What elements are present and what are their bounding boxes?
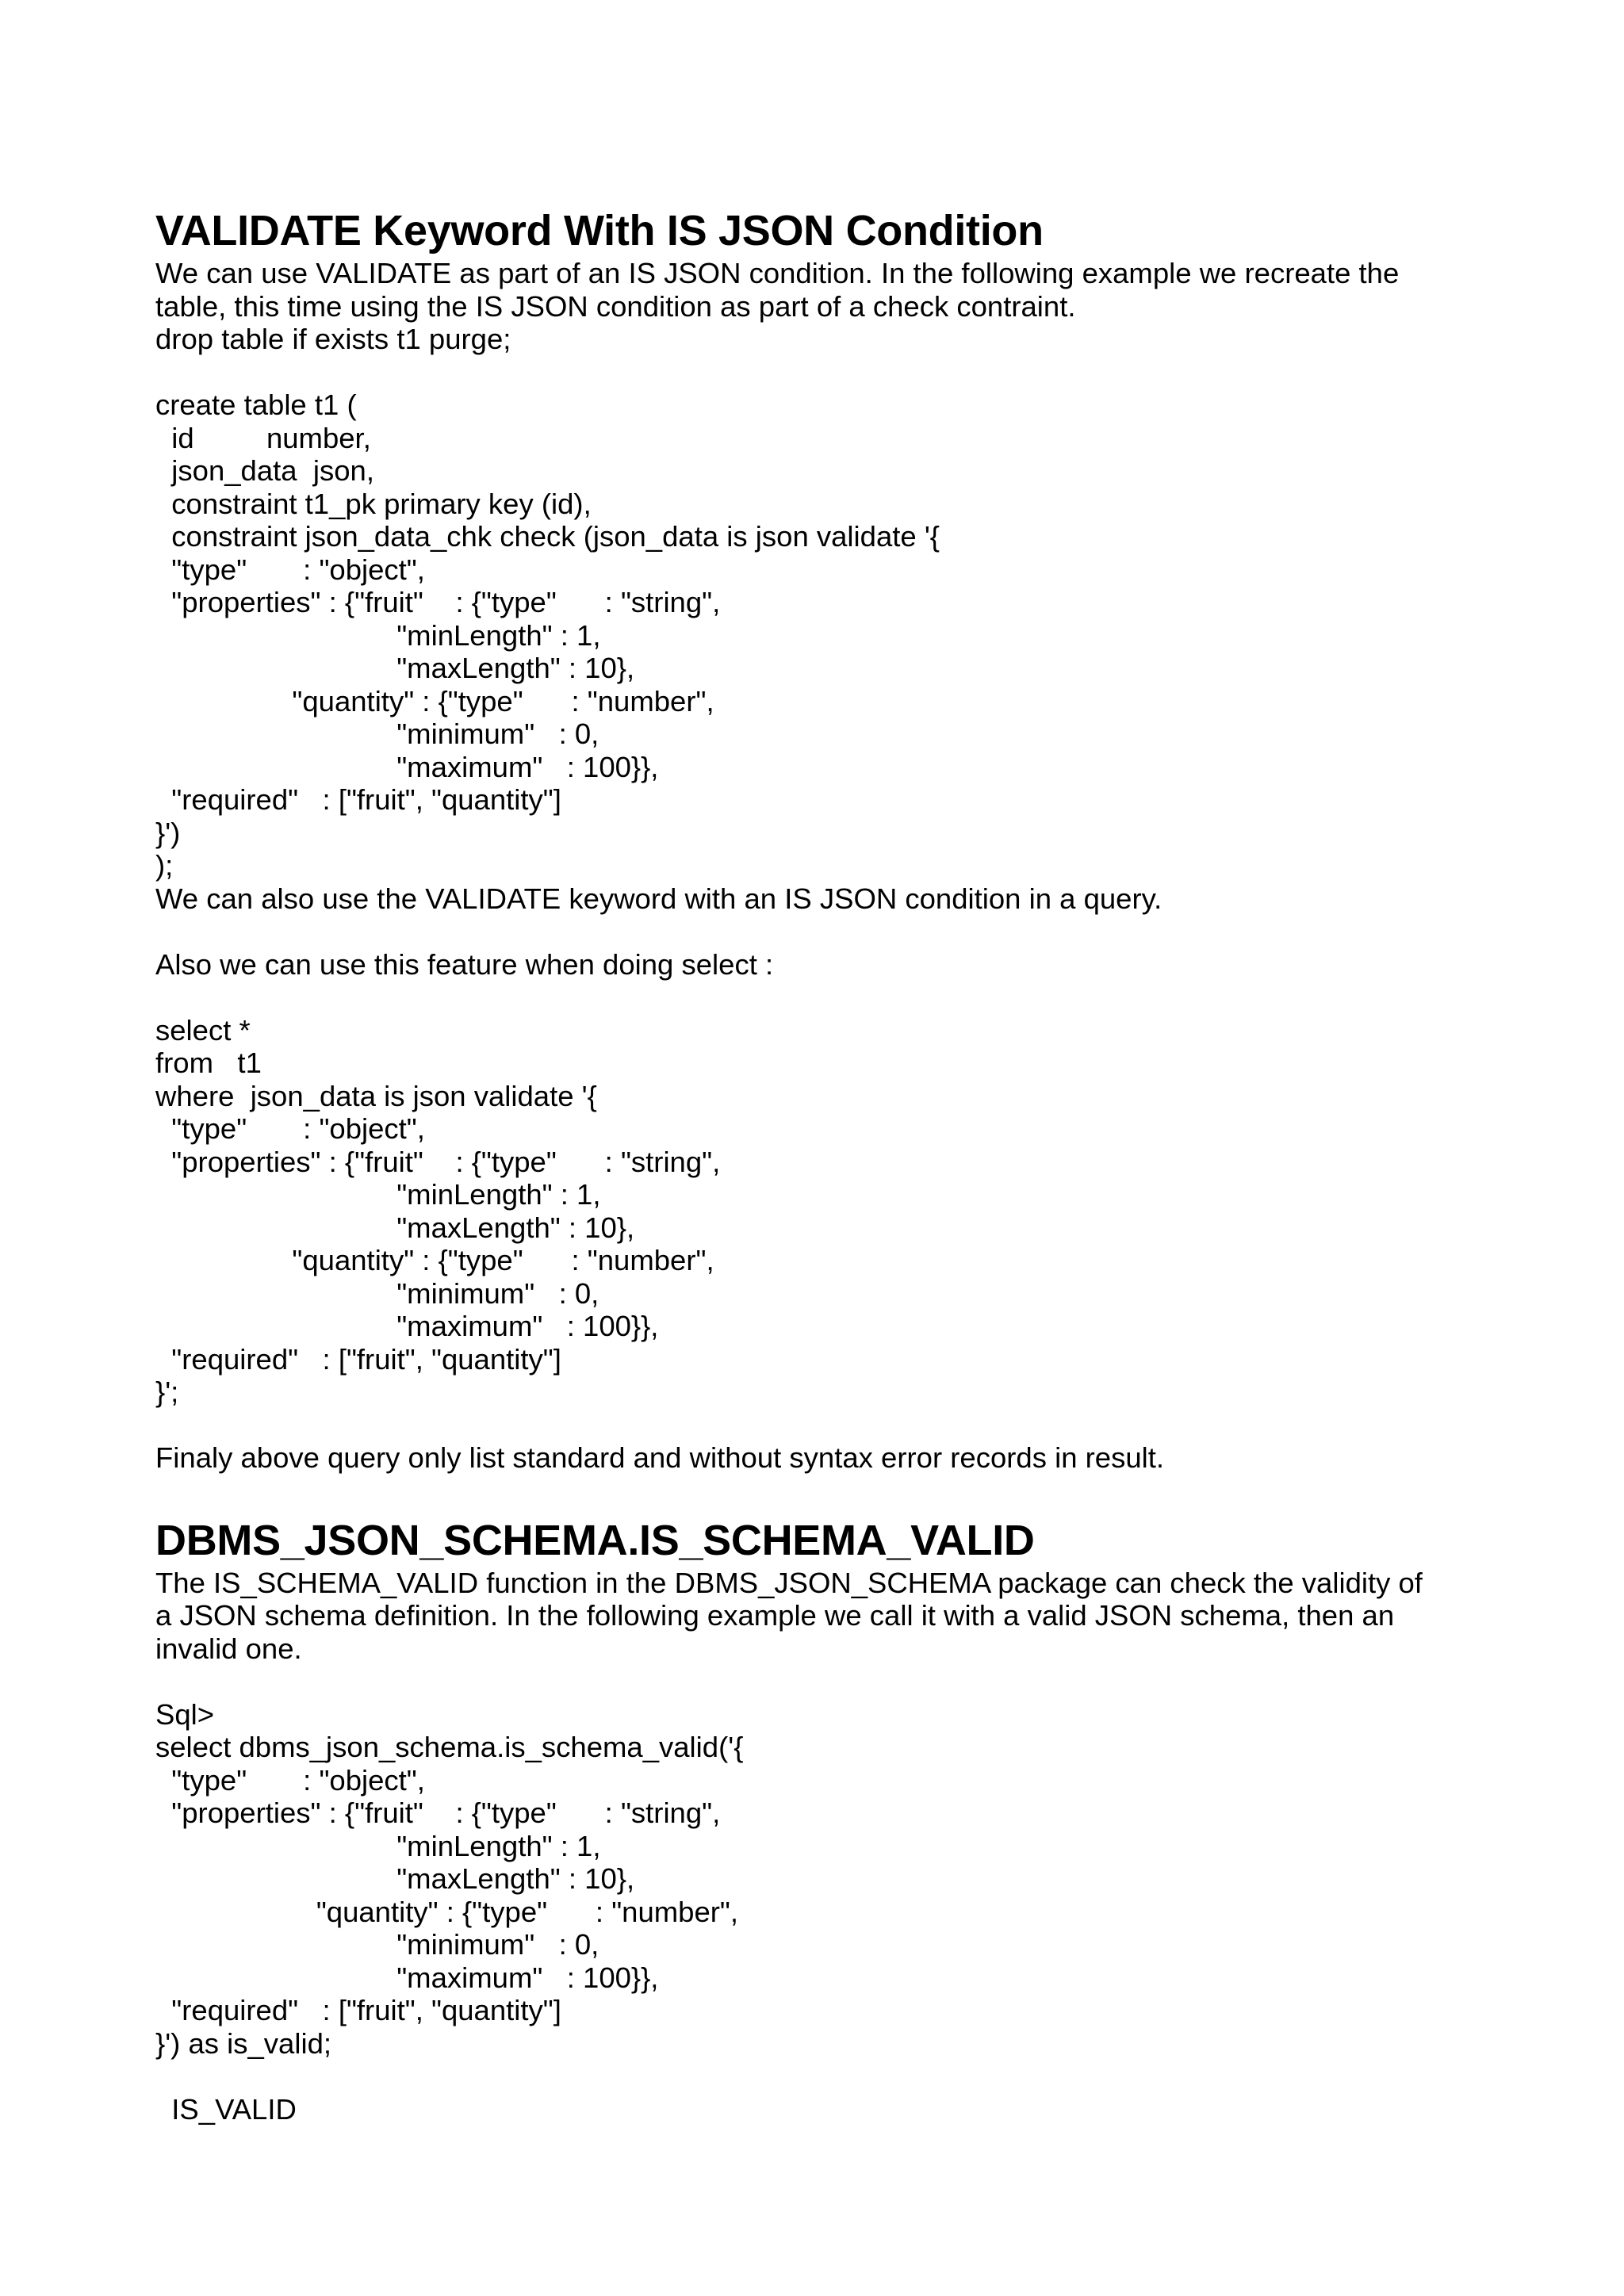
code-line: "properties" : {"fruit" : {"type" : "string",	[155, 1145, 721, 1178]
spacer	[155, 1665, 1503, 1698]
intro-line: table, this time using the IS JSON condition as part of a check contraint.	[155, 289, 1076, 323]
intro-line: We can use VALIDATE as part of an IS JSON condition. In the following example we recreate the	[155, 257, 1400, 289]
code-line: "properties" : {"fruit" : {"type" : "string",	[155, 1797, 721, 1829]
final-note: Finaly above query only list standard and without syntax error records in result.	[155, 1441, 1165, 1474]
intro-line: The IS_SCHEMA_VALID function in the DBMS_JSON_SCHEMA package can check the validity of	[155, 1566, 1423, 1599]
code-line: from t1	[155, 1047, 262, 1079]
intro-line: a JSON schema definition. In the following example we call it with a valid JSON schema, then an	[155, 1599, 1395, 1632]
code-line: }';	[155, 1376, 179, 1408]
section-heading-validate: VALIDATE Keyword With IS JSON Condition	[155, 207, 1044, 254]
code-line: "quantity" : {"type" : "number",	[155, 1895, 739, 1928]
query-note: We can also use the VALIDATE keyword with an IS JSON condition in a query.	[155, 882, 1162, 915]
code-line: "minimum" : 0,	[155, 718, 599, 750]
code-line: "minLength" : 1,	[155, 618, 601, 652]
code-line: "type" : "object",	[155, 1112, 425, 1145]
code-line: "required" : ["fruit", "quantity"]	[155, 783, 561, 816]
sql-prompt: Sql>	[155, 1697, 215, 1731]
code-line: "maxLength" : 10},	[155, 1211, 635, 1244]
code-line: }')	[155, 816, 181, 849]
intro-line: invalid one.	[155, 1632, 302, 1665]
code-block-is-schema-valid	[155, 1731, 1503, 2060]
code-line: }') as is_valid;	[155, 2026, 332, 2060]
code-line: where json_data is json validate '{	[155, 1079, 597, 1112]
code-line: "required" : ["fruit", "quantity"]	[155, 1994, 561, 2026]
spacer	[155, 2060, 1503, 2093]
result-column-header: IS_VALID	[155, 2092, 297, 2126]
section-heading-is-schema-valid: DBMS_JSON_SCHEMA.IS_SCHEMA_VALID	[155, 1516, 1035, 1564]
code-line: constraint t1_pk primary key (id),	[155, 487, 592, 520]
spacer	[155, 981, 1503, 1014]
code-line: select *	[155, 1013, 251, 1047]
code-line: "properties" : {"fruit" : {"type" : "string",	[155, 586, 721, 618]
code-block-create-table	[155, 388, 1503, 882]
code-line: "quantity" : {"type" : "number",	[155, 1244, 714, 1276]
select-note: Also we can use this feature when doing select :	[155, 947, 774, 981]
code-line: "type" : "object",	[155, 1763, 425, 1797]
spacer	[155, 915, 1503, 948]
code-line: );	[155, 849, 174, 882]
code-line: "quantity" : {"type" : "number",	[155, 684, 714, 718]
spacer	[155, 1475, 1503, 1514]
spacer	[155, 356, 1503, 389]
code-line: "minLength" : 1,	[155, 1829, 601, 1862]
code-line: "minLength" : 1,	[155, 1178, 601, 1211]
code-line: select dbms_json_schema.is_schema_valid('{	[155, 1731, 744, 1763]
code-line: "required" : ["fruit", "quantity"]	[155, 1342, 561, 1376]
code-line: "minimum" : 0,	[155, 1276, 599, 1310]
code-line: constraint json_data_chk check (json_data is json validate '{	[155, 520, 940, 553]
code-line: "maximum" : 100}},	[155, 1310, 659, 1342]
code-line: "maxLength" : 10},	[155, 1862, 635, 1895]
code-line: "type" : "object",	[155, 553, 425, 586]
code-line: "maximum" : 100}},	[155, 750, 659, 783]
document-page	[155, 205, 1503, 2126]
code-line: id number,	[155, 421, 371, 454]
code-line: create table t1 (	[155, 388, 357, 421]
code-line: json_data json,	[155, 454, 374, 487]
code-block-select	[155, 1014, 1503, 1409]
spacer	[155, 1409, 1503, 1442]
code-line: "minimum" : 0,	[155, 1928, 599, 1961]
code-line: "maxLength" : 10},	[155, 652, 635, 684]
code-line: "maximum" : 100}},	[155, 1961, 659, 1994]
code-drop-statement: drop table if exists t1 purge;	[155, 323, 511, 355]
